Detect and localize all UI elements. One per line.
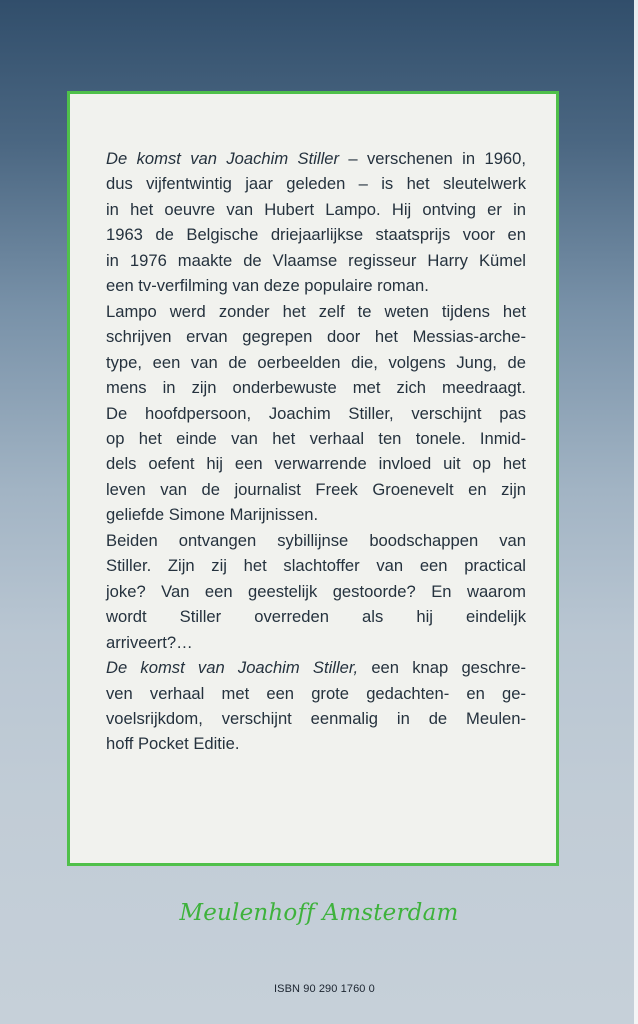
blurb-line: ven verhaal met een grote gedachten- en ge-	[106, 683, 526, 703]
blurb-line: mens in zijn onderbewuste met zich meedraagt.	[106, 378, 526, 398]
publisher-name: Meulenhoff Amsterdam	[179, 900, 459, 926]
blurb-line: schrijven ervan gegrepen door het Messias-arche-	[106, 327, 526, 347]
blurb-line: De hoofdpersoon, Joachim Stiller, verschijnt pas	[106, 403, 526, 423]
blurb-line-text: een knap geschre-	[358, 658, 527, 678]
blurb-line: leven van de journalist Freek Groenevelt en zijn	[106, 479, 526, 499]
blurb-line: in 1976 maakte de Vlaamse regisseur Harry Kümel	[106, 250, 526, 270]
blurb-text	[106, 146, 526, 757]
blurb-line	[106, 655, 526, 680]
blurb-line-text: – verschenen in 1960,	[339, 149, 526, 168]
blurb-line: voelsrijkdom, verschijnt eenmalig in de Meulen-	[106, 708, 526, 728]
blurb-line: een tv-verfilming van deze populaire roman.	[106, 276, 429, 296]
blurb-line: geliefde Simone Marijnissen.	[106, 505, 319, 525]
blurb-line: dus vijfentwintig jaar geleden – is het sleutelwerk	[106, 174, 526, 194]
blurb-line: wordt Stiller overreden als hij eindelijk	[106, 607, 526, 627]
blurb-line	[106, 146, 526, 171]
blurb-line: in het oeuvre van Hubert Lampo. Hij ontving er in	[106, 199, 526, 219]
book-title-reference: De komst van Joachim Stiller,	[106, 658, 359, 678]
blurb-line: op het einde van het verhaal ten tonele. Inmid-	[106, 428, 526, 448]
blurb-line: Stiller. Zijn zij het slachtoffer van een practical	[106, 556, 526, 576]
cover-edge	[634, 0, 638, 1024]
book-title-reference: De komst van Joachim Stiller	[106, 149, 340, 168]
blurb-line: Lampo werd zonder het zelf te weten tijdens het	[106, 301, 526, 321]
blurb-line: 1963 de Belgische driejaarlijkse staatsprijs voor en	[106, 225, 526, 245]
blurb-line: arriveert?…	[106, 632, 193, 652]
blurb-line: dels oefent hij een verwarrende invloed uit op het	[106, 454, 526, 474]
blurb-line: joke? Van een geestelijk gestoorde? En waarom	[106, 581, 526, 601]
isbn-number: ISBN 90 290 1760 0	[274, 983, 375, 995]
blurb-line: type, een van de oerbeelden die, volgens Jung, de	[106, 352, 526, 372]
blurb-panel	[67, 91, 559, 866]
blurb-line: Beiden ontvangen sybillijnse boodschappen van	[106, 530, 526, 550]
blurb-line: hoff Pocket Editie.	[106, 734, 240, 754]
